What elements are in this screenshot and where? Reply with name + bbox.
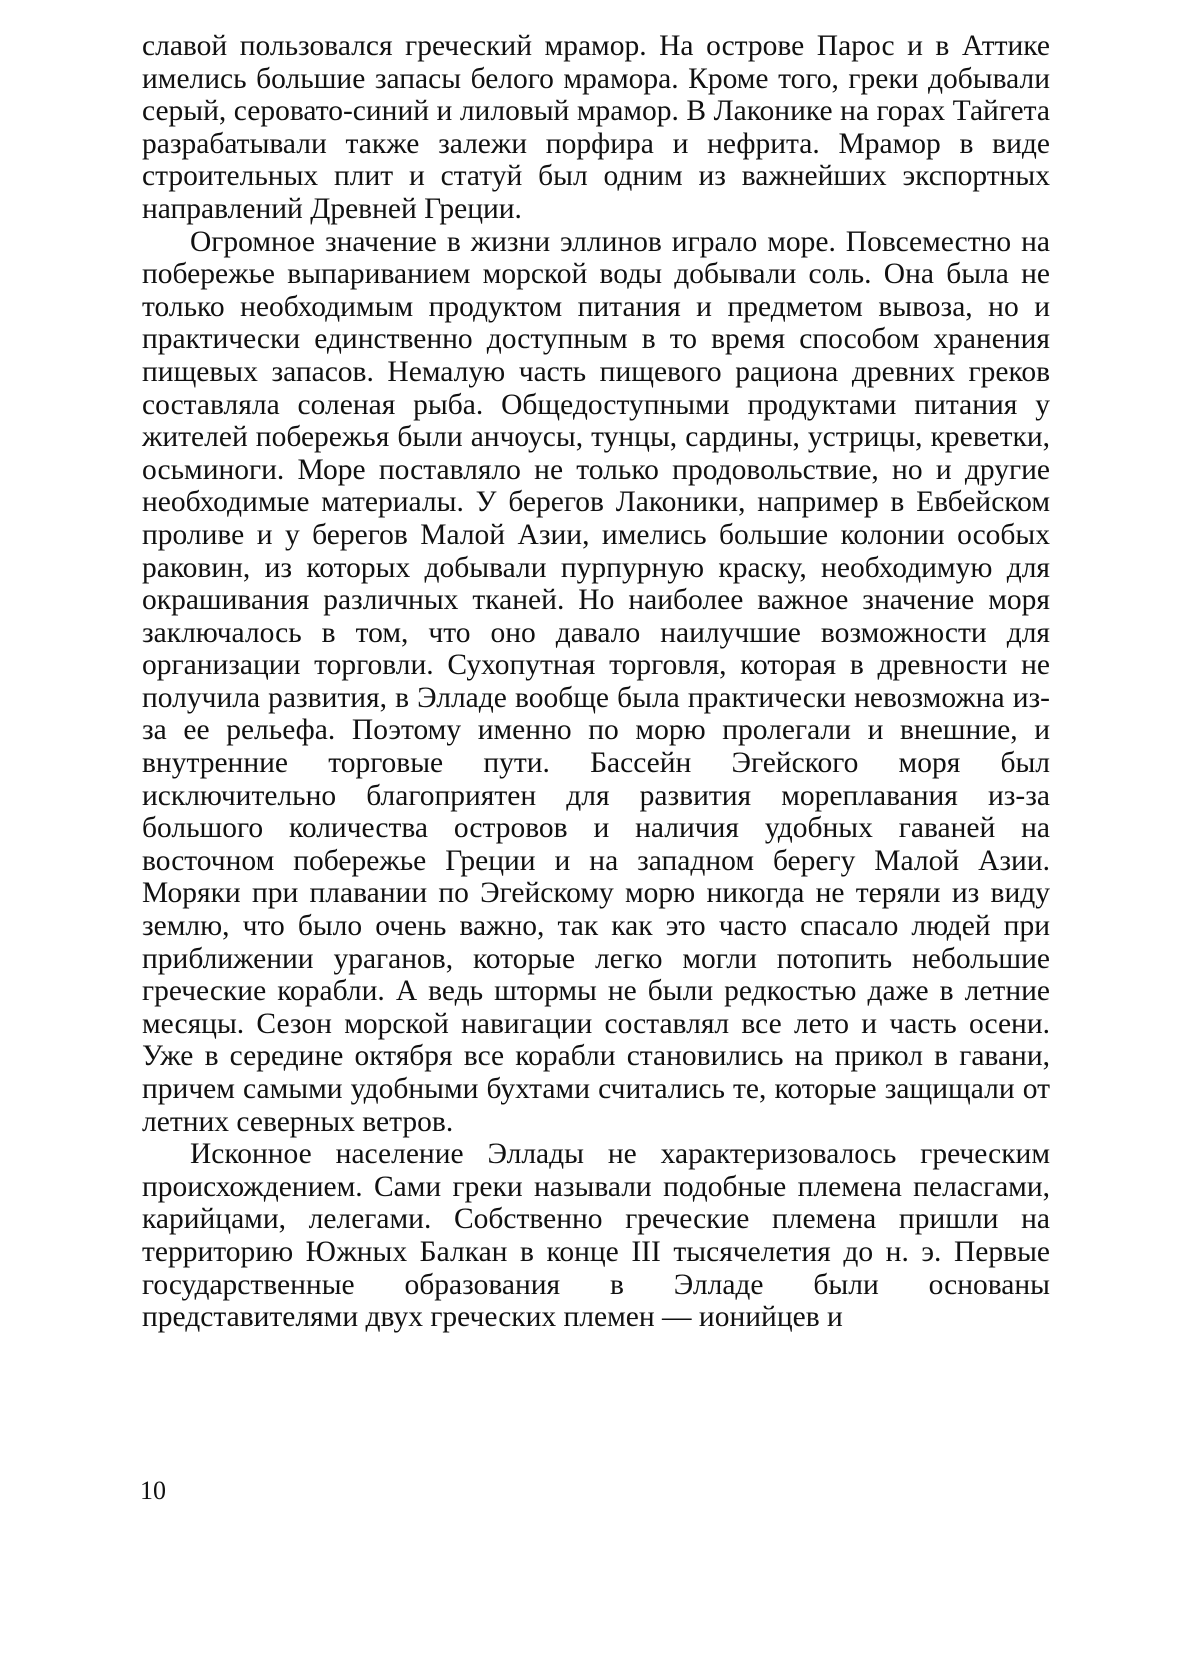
paragraph-continuation: славой пользовался греческий мрамор. На острове Парос и в Аттике имелись большие запасы белого мрамора. Кроме того, греки добывали серый, серовато-синий и лиловый мрамор. В Лаконике на горах Тайгета разрабатывали также залежи порфира и нефрита. Мрамор в виде строительных плит и статуй был одним из важнейших экспортных направлений Древней Греции. — [142, 30, 1050, 226]
paragraph-population: Исконное население Эллады не характеризовалось греческим происхождением. Сами греки называли подобные племена пеласгами, карийцами, лелегами. Собственно греческие племена пришли на территорию Южных Балкан в конце III тысячелетия до н. э. Первые государственные образования в Элладе были основаны представителями двух греческих племен — ионийцев и — [142, 1138, 1050, 1334]
paragraph-sea: Огромное значение в жизни эллинов играло море. Повсеместно на побережье выпариванием морской воды добывали соль. Она была не только необходимым продуктом питания и предметом вывоза, но и практически единственно доступным в то время способом хранения пищевых запасов. Немалую часть пищевого рациона древних греков составляла соленая рыба. Общедоступными продуктами питания у жителей побережья были анчоусы, тунцы, сардины, устрицы, креветки, осьминоги. Море поставляло не только продовольствие, но и другие необходимые материалы. У берегов Лаконики, например в Евбейском проливе и у берегов Малой Азии, имелись большие колонии особых раковин, из которых добывали пурпурную краску, необходимую для окрашивания различных тканей. Но наиболее важное значение моря заключалось в том, что оно давало наилучшие возможности для организации торговли. Сухопутная торговля, которая в древности не получила развития, в Элладе вообще была практически невозможна из-за ее рельефа. Поэтому именно по морю пролегали и внешние, и внутренние торговые пути. Бассейн Эгейского моря был исключительно благоприятен для развития мореплавания из-за большого количества островов и наличия удобных гаваней на восточном побережье Греции и на западном берегу Малой Азии. Моряки при плавании по Эгейскому морю никогда не теряли из виду землю, что было очень важно, так как это часто спасало людей при приближении ураганов, которые легко могли потопить небольшие греческие корабли. А ведь штормы не были редкостью даже в летние месяцы. Сезон морской навигации составлял все лето и часть осени. Уже в середине октября все корабли становились на прикол в гавани, причем самыми удобными бухтами считались те, которые защищали от летних северных ветров. — [142, 226, 1050, 1139]
book-page — [0, 0, 1200, 1668]
body-text — [142, 30, 1050, 1334]
page-number: 10 — [140, 1476, 166, 1506]
